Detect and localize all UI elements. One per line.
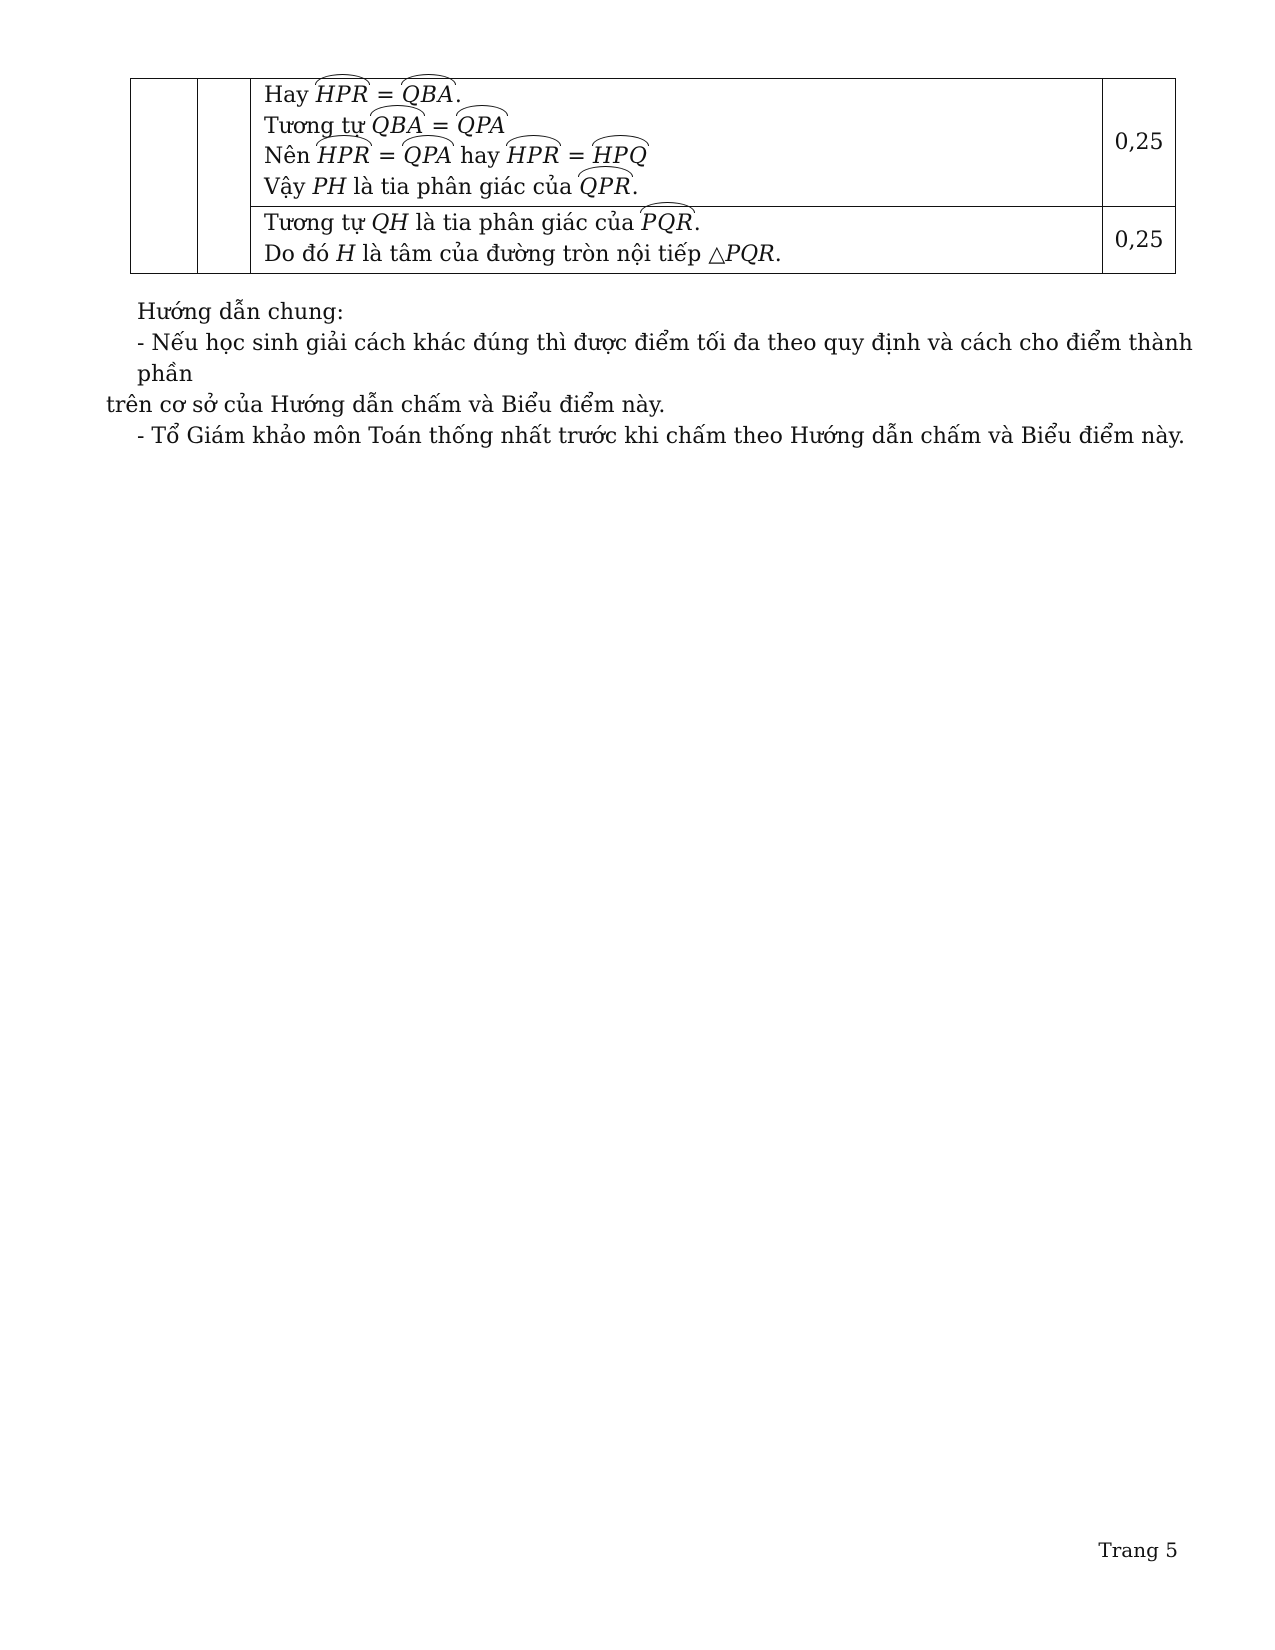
score-cell: 0,25 [1103, 207, 1176, 274]
guidance-item: - Tổ Giám khảo môn Toán thống nhất trước khi chấm theo Hướng dẫn chấm và Biểu điểm này. [137, 424, 1185, 449]
solution-cell [251, 79, 1103, 207]
table-row [131, 79, 1176, 207]
math-variable: PQR [725, 241, 775, 267]
guidance-item-continuation: trên cơ sở của Hướng dẫn chấm và Biểu điểm này. [106, 393, 666, 418]
guidance-item: - Nếu học sinh giải cách khác đúng thì được điểm tối đa theo quy định và cách cho điểm thành phần [137, 331, 1193, 387]
solution-line: Hay HPR = QBA. [264, 81, 1092, 112]
math-variable: PH [312, 174, 347, 200]
subquestion-cell [198, 79, 251, 274]
page-number: Trang 5 [1098, 1538, 1178, 1562]
angle-expression: HPR [507, 142, 561, 173]
angle-expression: HPQ [593, 142, 648, 173]
angle-expression: QPR [579, 173, 631, 204]
solution-line: Tương tự QBA = QPA [264, 112, 1092, 143]
solution-line: Nên HPR = QPA hay HPR = HPQ [264, 142, 1092, 173]
general-guidance [106, 297, 1196, 452]
angle-expression: QBA [402, 81, 455, 112]
solution-cell [251, 207, 1103, 274]
angle-expression: HPR [317, 142, 371, 173]
angle-expression: QPA [457, 112, 507, 143]
grading-table [130, 78, 1176, 274]
angle-expression: QPA [403, 142, 453, 173]
math-variable: H [336, 241, 356, 267]
solution-line: Vậy PH là tia phân giác của QPR. [264, 173, 1092, 204]
guidance-heading: Hướng dẫn chung: [137, 300, 344, 325]
math-variable: QH [371, 211, 409, 236]
score-cell: 0,25 [1103, 79, 1176, 207]
solution-line: Do đó H là tâm của đường tròn nội tiếp △PQR. [264, 241, 782, 267]
angle-expression: PQR [641, 209, 693, 240]
angle-expression: QBA [371, 112, 424, 143]
question-cell [131, 79, 198, 274]
table-row [131, 207, 1176, 274]
angle-expression: HPR [316, 81, 370, 112]
solution-line: Tương tự QH là tia phân giác của PQR. [264, 209, 1092, 240]
triangle-symbol: △ [708, 241, 726, 267]
